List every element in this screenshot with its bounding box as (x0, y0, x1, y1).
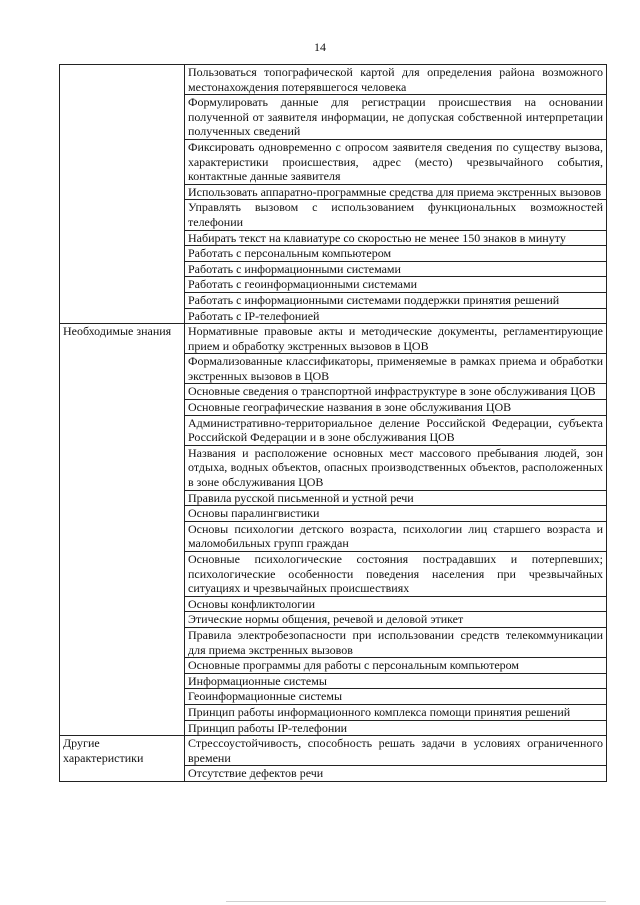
requirement-item: Основные географические названия в зоне обслуживания ЦОВ (185, 400, 607, 416)
requirement-item: Принцип работы IP-телефонии (185, 720, 607, 736)
requirement-item: Информационные системы (185, 673, 607, 689)
requirement-item: Основы конфликтологии (185, 596, 607, 612)
page-number: 14 (314, 40, 326, 54)
requirement-item: Управлять вызовом с использованием функциональных возможностей телефонии (185, 200, 607, 230)
requirement-item: Принцип работы информационного комплекса помощи принятия решений (185, 704, 607, 720)
requirements-table (59, 64, 607, 782)
requirement-item: Использовать аппаратно-программные средства для приема экстренных вызовов (185, 184, 607, 200)
requirement-item: Основные сведения о транспортной инфраструктуре в зоне обслуживания ЦОВ (185, 384, 607, 400)
requirement-item: Формализованные классификаторы, применяемые в рамках приема и обработки экстренных вызовов в ЦОВ (185, 354, 607, 384)
requirement-item: Правила электробезопасности при использовании средств телекоммуникации для приема экстренных вызовов (185, 627, 607, 657)
requirement-item: Пользоваться топографической картой для определения района возможного местонахождения потерявшегося человека (185, 65, 607, 95)
requirement-item: Набирать текст на клавиатуре со скоростью не менее 150 знаков в минуту (185, 230, 607, 246)
requirement-item: Отсутствие дефектов речи (185, 766, 607, 782)
section-label: Другие характеристики (60, 736, 185, 782)
requirement-item: Основы психологии детского возраста, психологии лиц старшего возраста и маломобильных групп граждан (185, 521, 607, 551)
requirement-item: Основные программы для работы с персональным компьютером (185, 658, 607, 674)
table-row (60, 65, 607, 95)
requirement-item: Фиксировать одновременно с опросом заявителя сведения по существу вызова, характеристики происшествия, адрес (место) чрезвычайного события, контактные данные заявителя (185, 139, 607, 184)
table-row (60, 324, 607, 354)
section-label: Необходимые знания (60, 324, 185, 736)
requirement-item: Этические нормы общения, речевой и деловой этикет (185, 612, 607, 628)
requirement-item: Основные психологические состояния пострадавших и потерпевших; психологические особенности поведения населения при чрезвычайных ситуациях и чрезвычайных происшествиях (185, 552, 607, 597)
requirement-item: Работать с IP-телефонией (185, 308, 607, 324)
requirement-item: Работать с информационными системами поддержки принятия решений (185, 292, 607, 308)
requirement-item: Работать с информационными системами (185, 261, 607, 277)
requirement-item: Названия и расположение основных мест массового пребывания людей, зон отдыха, водных объектов, опасных производственных объектов, расположенных в зоне обслуживания ЦОВ (185, 445, 607, 490)
requirement-item: Административно-территориальное деление Российской Федерации, субъекта Российской Федерации и в зоне обслуживания ЦОВ (185, 415, 607, 445)
requirement-item: Формулировать данные для регистрации происшествия на основании полученной от заявителя информации, не допуская собственной интерпретации полученных сведений (185, 95, 607, 140)
requirement-item: Работать с геоинформационными системами (185, 277, 607, 293)
requirement-item: Работать с персональным компьютером (185, 246, 607, 262)
requirement-item: Геоинформационные системы (185, 689, 607, 705)
requirement-item: Правила русской письменной и устной речи (185, 490, 607, 506)
requirement-item: Нормативные правовые акты и методические документы, регламентирующие прием и обработку экстренных вызовов в ЦОВ (185, 324, 607, 354)
bottom-divider (226, 901, 606, 902)
requirement-item: Стрессоустойчивость, способность решать задачи в условиях ограниченного времени (185, 736, 607, 766)
table-row (60, 736, 607, 766)
section-label (60, 65, 185, 324)
requirement-item: Основы паралингвистики (185, 506, 607, 522)
